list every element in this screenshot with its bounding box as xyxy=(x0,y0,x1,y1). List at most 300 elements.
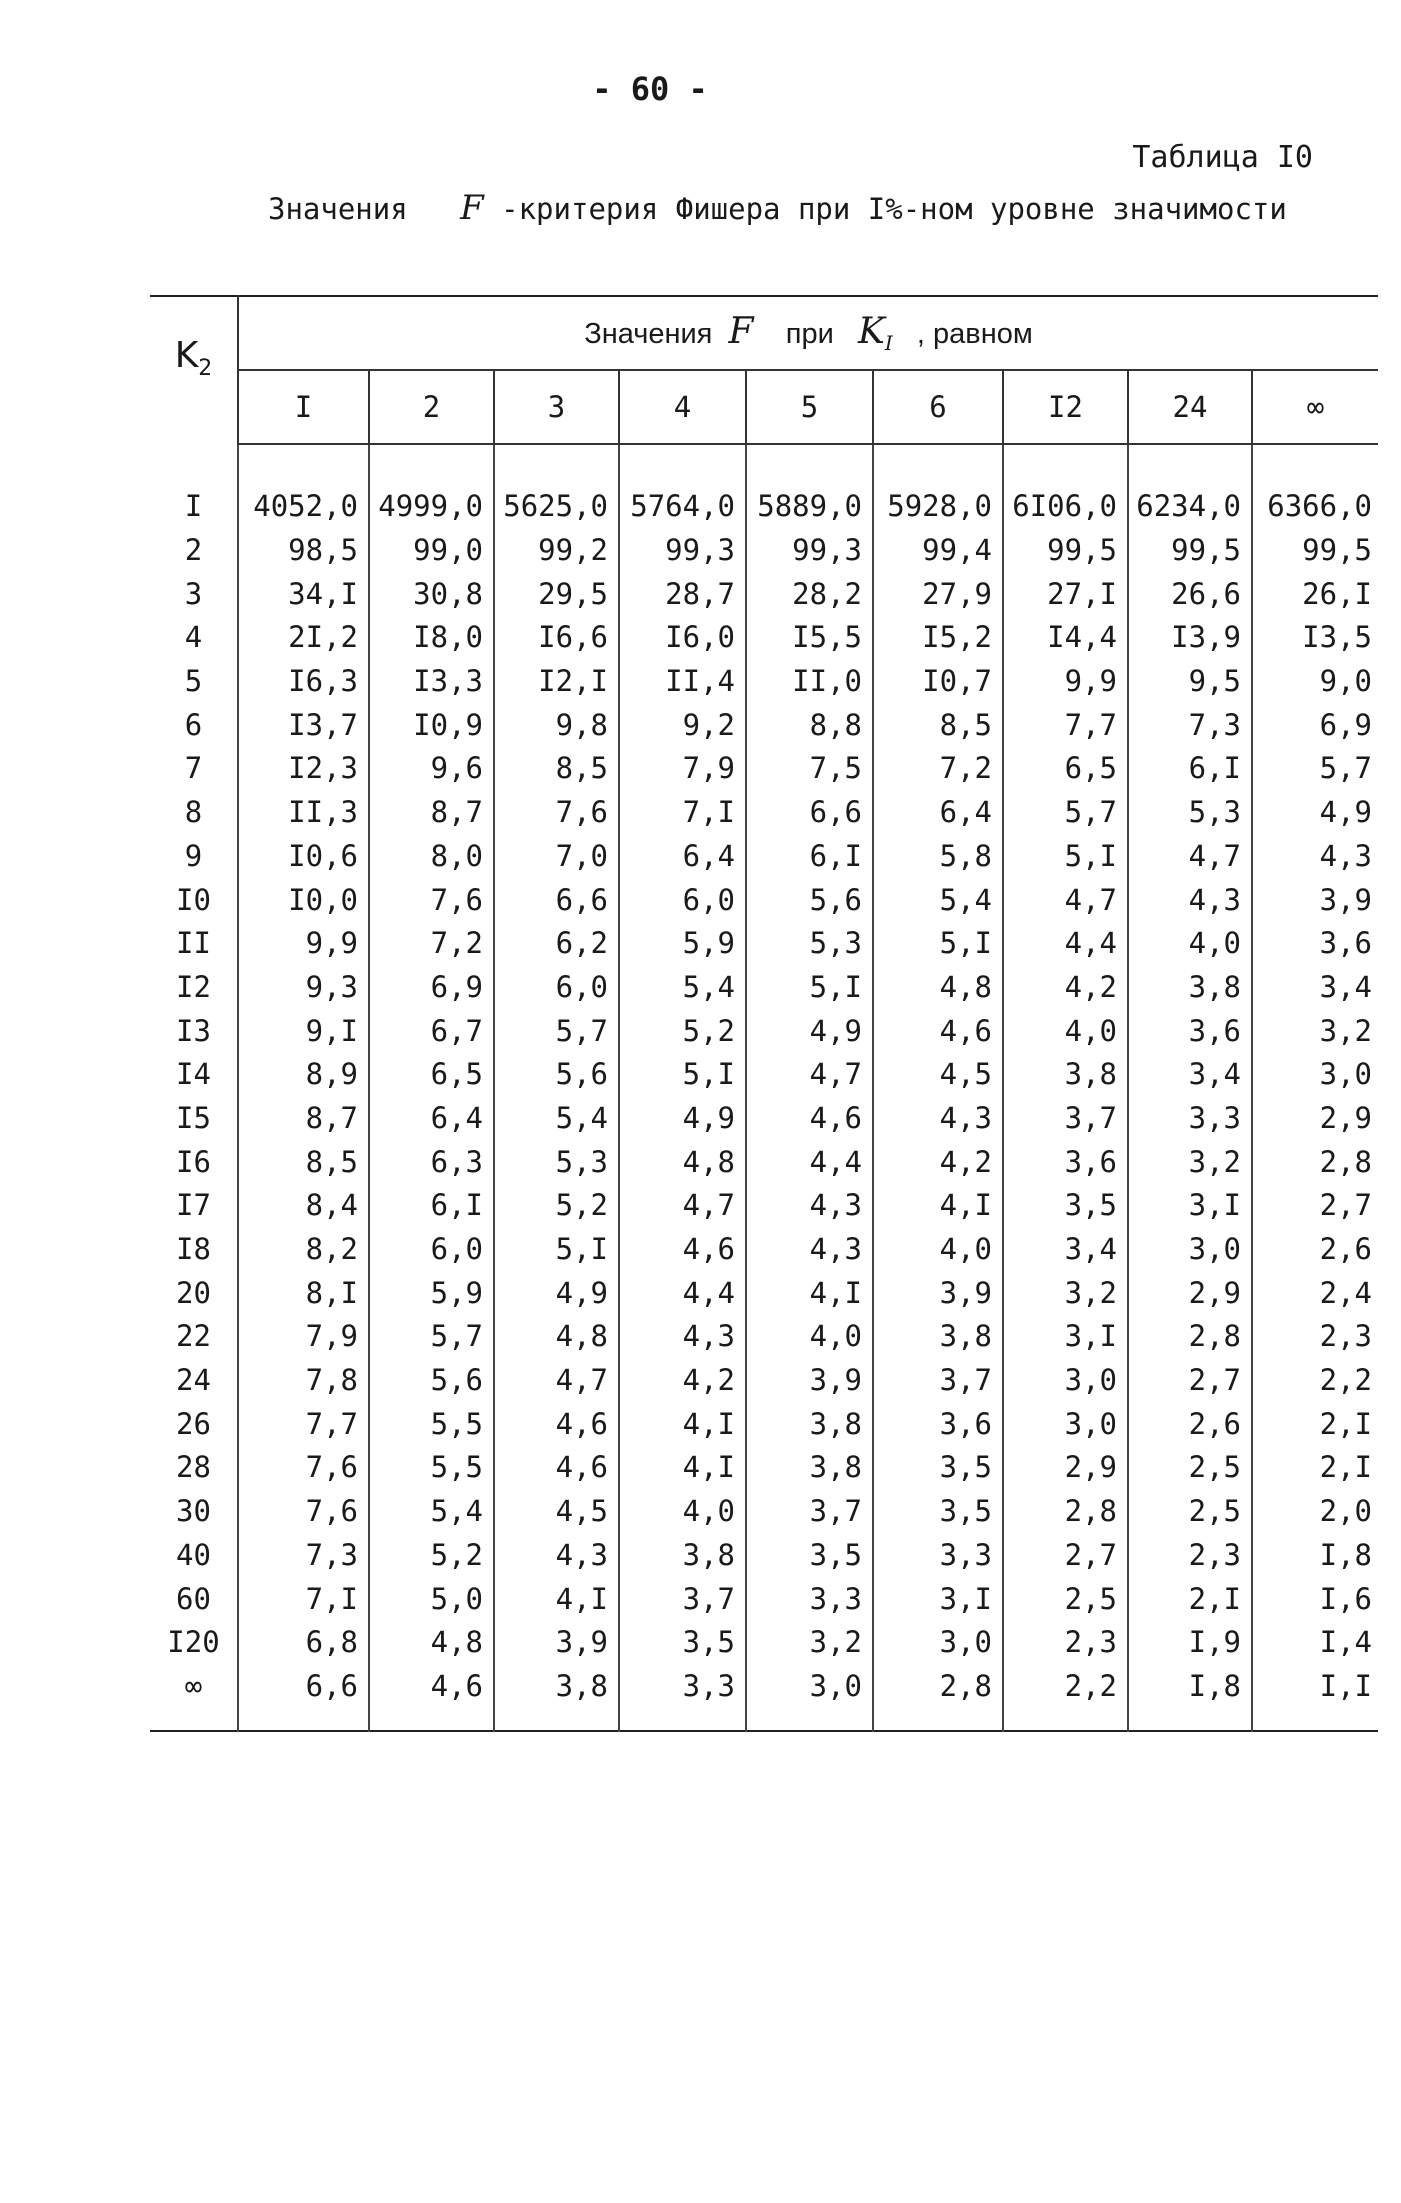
table-cell: 4,7 xyxy=(1128,835,1252,879)
table-row xyxy=(150,660,1378,704)
row-label-k2: 3 xyxy=(150,572,238,616)
table-cell: 8,5 xyxy=(494,747,619,791)
table-cell: 3,9 xyxy=(1319,882,1372,917)
column-header: ∞ xyxy=(1252,370,1378,444)
table-cell: 4,9 xyxy=(746,1009,873,1053)
table-cell: 5,4 xyxy=(873,878,1003,922)
table-cell: 6,3 xyxy=(369,1140,494,1184)
table-cell: 3,8 xyxy=(746,1402,873,1446)
table-cell: 2,8 xyxy=(873,1665,1003,1732)
table-cell: I3,7 xyxy=(238,703,369,747)
table-cell: I0,7 xyxy=(873,660,1003,704)
table-cell: 3,6 xyxy=(1319,926,1372,961)
page-number: - 60 - xyxy=(592,70,708,108)
table-cell: 3,3 xyxy=(873,1534,1003,1578)
table-cell: 3,8 xyxy=(746,1446,873,1490)
table-cell: 5,I xyxy=(873,922,1003,966)
table-cell: 5,5 xyxy=(369,1402,494,1446)
table-cell: 4,9 xyxy=(619,1097,746,1141)
table-cell: 3,6 xyxy=(873,1402,1003,1446)
table-cell: 6,8 xyxy=(238,1621,369,1665)
table-cell: 4,4 xyxy=(1003,922,1128,966)
table-row xyxy=(150,1446,1378,1490)
table-cell: 4,0 xyxy=(873,1228,1003,1272)
table-cell: 6,5 xyxy=(369,1053,494,1097)
table-cell: 3,3 xyxy=(1128,1097,1252,1141)
table-cell: 3,4 xyxy=(1003,1228,1128,1272)
table-cell: 7,7 xyxy=(1003,703,1128,747)
table-cell: 2,7 xyxy=(1319,1188,1372,1223)
row-label-k2: 30 xyxy=(150,1490,238,1534)
table-cell: 2,4 xyxy=(1319,1275,1372,1310)
table-cell: 5,6 xyxy=(369,1359,494,1403)
table-cell: I,4 xyxy=(1319,1625,1372,1660)
table-cell: I8,0 xyxy=(369,616,494,660)
table-row xyxy=(150,485,1378,529)
table-cell: 6,0 xyxy=(619,878,746,922)
table-row xyxy=(150,1271,1378,1315)
table-cell: 3,5 xyxy=(746,1534,873,1578)
table-cell: 4,6 xyxy=(369,1665,494,1732)
table-cell: 6,4 xyxy=(369,1097,494,1141)
table-cell: 3,2 xyxy=(1319,1013,1372,1048)
table-cell: 7,3 xyxy=(238,1534,369,1578)
row-label-k2: 20 xyxy=(150,1271,238,1315)
table-cell: 34,I xyxy=(238,572,369,616)
table-cell: 6234,0 xyxy=(1128,485,1252,529)
table-cell: 7,5 xyxy=(746,747,873,791)
row-label-k2: ∞ xyxy=(150,1665,238,1732)
table-row xyxy=(150,1140,1378,1184)
table-row xyxy=(150,1228,1378,1272)
table-cell: 8,7 xyxy=(369,791,494,835)
table-cell: 6,6 xyxy=(238,1665,369,1732)
table-cell: 5,6 xyxy=(746,878,873,922)
row-label-k2: 5 xyxy=(150,660,238,704)
table-cell: 3,0 xyxy=(1003,1402,1128,1446)
group-header: Значения F при $K_I$ , равном xyxy=(584,311,1033,355)
f-criterion-table xyxy=(150,295,1378,1732)
table-cell: 4,3 xyxy=(494,1534,619,1578)
table-cell: 4,8 xyxy=(369,1621,494,1665)
table-cell: 4,5 xyxy=(494,1490,619,1534)
row-header-k2: $K_2$ xyxy=(150,296,238,444)
table-cell: 4,8 xyxy=(873,966,1003,1010)
row-label-k2: I6 xyxy=(150,1140,238,1184)
table-cell: 5,2 xyxy=(619,1009,746,1053)
table-cell: 3,6 xyxy=(1128,1009,1252,1053)
table-cell: 7,6 xyxy=(238,1490,369,1534)
table-cell: 4,6 xyxy=(494,1402,619,1446)
table-cell: 9,3 xyxy=(238,966,369,1010)
table-cell: I2,I xyxy=(494,660,619,704)
table-row xyxy=(150,616,1378,660)
table-row xyxy=(150,1577,1378,1621)
table-cell: 6,I xyxy=(369,1184,494,1228)
table-cell: 3,8 xyxy=(873,1315,1003,1359)
row-label-k2: 40 xyxy=(150,1534,238,1578)
table-cell: 8,8 xyxy=(746,703,873,747)
table-cell: 6,I xyxy=(1128,747,1252,791)
table-cell: 4,0 xyxy=(619,1490,746,1534)
column-header: 4 xyxy=(619,370,746,444)
table-cell: II,3 xyxy=(238,791,369,835)
row-label-k2: I2 xyxy=(150,966,238,1010)
row-label-k2: 28 xyxy=(150,1446,238,1490)
table-cell: 5,3 xyxy=(494,1140,619,1184)
table-cell: 2,9 xyxy=(1128,1271,1252,1315)
table-cell: 4,I xyxy=(494,1577,619,1621)
table-cell: 6,0 xyxy=(369,1228,494,1272)
table-cell: 2,9 xyxy=(1319,1100,1372,1135)
table-cell: 3,4 xyxy=(1128,1053,1252,1097)
row-label-k2: 26 xyxy=(150,1402,238,1446)
table-cell: 4,6 xyxy=(873,1009,1003,1053)
table-cell: 2I,2 xyxy=(238,616,369,660)
table-cell: 26,6 xyxy=(1128,572,1252,616)
table-cell: 4,5 xyxy=(873,1053,1003,1097)
table-cell: 7,2 xyxy=(873,747,1003,791)
table-row xyxy=(150,966,1378,1010)
table-row xyxy=(150,747,1378,791)
table-cell: 9,0 xyxy=(1319,664,1372,699)
table-cell: 3,2 xyxy=(746,1621,873,1665)
table-cell: 5,0 xyxy=(369,1577,494,1621)
caption-prefix: Значения xyxy=(268,192,408,226)
table-cell: 7,2 xyxy=(369,922,494,966)
table-cell: 3,0 xyxy=(1003,1359,1128,1403)
table-label: Таблица I0 xyxy=(1132,140,1313,175)
table-cell: 5,I xyxy=(494,1228,619,1272)
table-cell: 99,4 xyxy=(873,529,1003,573)
table-cell: II,0 xyxy=(746,660,873,704)
table-cell: 2,I xyxy=(1128,1577,1252,1621)
table-cell: I5,5 xyxy=(746,616,873,660)
table-cell: I,9 xyxy=(1128,1621,1252,1665)
table-cell: 4,0 xyxy=(746,1315,873,1359)
table-cell: 7,6 xyxy=(494,791,619,835)
table-cell: 4,I xyxy=(619,1446,746,1490)
table-cell: 6,9 xyxy=(1319,707,1372,742)
row-label-k2: I8 xyxy=(150,1228,238,1272)
table-cell: 4,3 xyxy=(619,1315,746,1359)
table-cell: 9,9 xyxy=(238,922,369,966)
table-cell: I0,0 xyxy=(238,878,369,922)
table-cell: 6,9 xyxy=(369,966,494,1010)
table-cell: 3,0 xyxy=(746,1665,873,1732)
column-header: 2 xyxy=(369,370,494,444)
table-cell: 2,2 xyxy=(1003,1665,1128,1732)
table-caption xyxy=(268,188,1328,228)
table-cell: 5,3 xyxy=(1128,791,1252,835)
table-cell: 3,0 xyxy=(873,1621,1003,1665)
row-label-k2: 6 xyxy=(150,703,238,747)
row-label-k2: I7 xyxy=(150,1184,238,1228)
table-cell: 8,7 xyxy=(238,1097,369,1141)
table-row xyxy=(150,791,1378,835)
table-cell: 2,6 xyxy=(1319,1232,1372,1267)
table-cell: 4,I xyxy=(746,1271,873,1315)
table-cell: 7,I xyxy=(238,1577,369,1621)
table-cell: 4052,0 xyxy=(238,485,369,529)
table-cell: 5889,0 xyxy=(746,485,873,529)
table-cell: 4,2 xyxy=(873,1140,1003,1184)
table-cell: 8,9 xyxy=(238,1053,369,1097)
column-header: 24 xyxy=(1128,370,1252,444)
table-cell: I2,3 xyxy=(238,747,369,791)
table-cell: 5764,0 xyxy=(619,485,746,529)
table-cell: 5,5 xyxy=(369,1446,494,1490)
table-cell: 5,4 xyxy=(619,966,746,1010)
row-label-k2: I3 xyxy=(150,1009,238,1053)
table-row xyxy=(150,1184,1378,1228)
table-cell: 9,9 xyxy=(1003,660,1128,704)
table-cell: 99,5 xyxy=(1003,529,1128,573)
table-cell: 4,0 xyxy=(1128,922,1252,966)
column-header: I xyxy=(238,370,369,444)
table-cell: I6,3 xyxy=(238,660,369,704)
table-row xyxy=(150,1097,1378,1141)
table-cell: I4,4 xyxy=(1003,616,1128,660)
table-cell: 4,I xyxy=(619,1402,746,1446)
table-cell: 2,5 xyxy=(1128,1446,1252,1490)
table-cell: 99,3 xyxy=(746,529,873,573)
table-cell: 5,4 xyxy=(494,1097,619,1141)
table-cell: 5,8 xyxy=(873,835,1003,879)
table-cell: 4,3 xyxy=(1128,878,1252,922)
table-cell: 2,3 xyxy=(1319,1319,1372,1354)
column-header: I2 xyxy=(1003,370,1128,444)
table-cell: 4,7 xyxy=(1003,878,1128,922)
table-row xyxy=(150,1315,1378,1359)
table-cell: 3,2 xyxy=(1128,1140,1252,1184)
table-cell: 4,0 xyxy=(1003,1009,1128,1053)
table-cell: 3,5 xyxy=(873,1490,1003,1534)
table-row xyxy=(150,572,1378,616)
table-cell: 8,2 xyxy=(238,1228,369,1272)
table-cell: 7,9 xyxy=(238,1315,369,1359)
table-cell: 3,I xyxy=(1128,1184,1252,1228)
table-cell: 7,7 xyxy=(238,1402,369,1446)
table-cell: 4,9 xyxy=(1319,795,1372,830)
table-cell: 2,7 xyxy=(1003,1534,1128,1578)
table-cell: 4,I xyxy=(873,1184,1003,1228)
row-label-k2: 2 xyxy=(150,529,238,573)
table-row xyxy=(150,1053,1378,1097)
row-label-k2: 22 xyxy=(150,1315,238,1359)
table-cell: 28,2 xyxy=(746,572,873,616)
table-cell: 3,7 xyxy=(1003,1097,1128,1141)
table-cell: 4,6 xyxy=(494,1446,619,1490)
table-cell: 98,5 xyxy=(238,529,369,573)
table-cell: 6,0 xyxy=(494,966,619,1010)
table-cell: 5,2 xyxy=(494,1184,619,1228)
row-label-k2: 8 xyxy=(150,791,238,835)
table-cell: I0,6 xyxy=(238,835,369,879)
table-cell: 2,9 xyxy=(1003,1446,1128,1490)
table-cell: 99,0 xyxy=(369,529,494,573)
table-cell: 8,I xyxy=(238,1271,369,1315)
table-row xyxy=(150,1009,1378,1053)
table-cell: 5,I xyxy=(746,966,873,1010)
table-cell: 7,3 xyxy=(1128,703,1252,747)
table-cell: 4,6 xyxy=(619,1228,746,1272)
table-cell: 2,8 xyxy=(1003,1490,1128,1534)
table-row xyxy=(150,529,1378,573)
table-row xyxy=(150,1359,1378,1403)
table-cell: 2,I xyxy=(1319,1406,1372,1441)
table-cell: 5,I xyxy=(1003,835,1128,879)
table-cell: 4,7 xyxy=(619,1184,746,1228)
table-cell: 2,3 xyxy=(1128,1534,1252,1578)
table-cell: 5,9 xyxy=(619,922,746,966)
table-cell: I6,0 xyxy=(619,616,746,660)
table-cell: 3,3 xyxy=(746,1577,873,1621)
table-cell: 3,3 xyxy=(619,1665,746,1732)
table-cell: II,4 xyxy=(619,660,746,704)
caption-suffix: -критерия Фишера при I%-ном уровне значимости xyxy=(501,192,1287,226)
table-cell: 4,4 xyxy=(746,1140,873,1184)
table-cell: 3,8 xyxy=(619,1534,746,1578)
table-cell: 6I06,0 xyxy=(1003,485,1128,529)
table-cell: 7,8 xyxy=(238,1359,369,1403)
table-cell: 3,I xyxy=(1003,1315,1128,1359)
table-cell: 5928,0 xyxy=(873,485,1003,529)
row-label-k2: I20 xyxy=(150,1621,238,1665)
row-label-k2: I5 xyxy=(150,1097,238,1141)
table-row xyxy=(150,1534,1378,1578)
table-cell: 4,2 xyxy=(619,1359,746,1403)
table-row xyxy=(150,1402,1378,1446)
table-cell: 7,6 xyxy=(238,1446,369,1490)
table-cell: I,8 xyxy=(1319,1537,1372,1572)
table-cell: 8,5 xyxy=(238,1140,369,1184)
table-cell: 7,0 xyxy=(494,835,619,879)
table-cell: 4,8 xyxy=(619,1140,746,1184)
row-label-k2: 4 xyxy=(150,616,238,660)
table-cell: 3,5 xyxy=(619,1621,746,1665)
table-cell: 6366,0 xyxy=(1267,489,1372,524)
table-cell: 8,5 xyxy=(873,703,1003,747)
table-cell: 6,2 xyxy=(494,922,619,966)
table-cell: I,6 xyxy=(1319,1581,1372,1616)
table-cell: 5,4 xyxy=(369,1490,494,1534)
table-cell: 5,7 xyxy=(494,1009,619,1053)
column-header: 5 xyxy=(746,370,873,444)
table-row xyxy=(150,835,1378,879)
table-cell: 9,2 xyxy=(619,703,746,747)
table-cell: 3,2 xyxy=(1003,1271,1128,1315)
row-label-k2: 60 xyxy=(150,1577,238,1621)
table-cell: I,I xyxy=(1319,1668,1372,1703)
table-cell: 29,5 xyxy=(494,572,619,616)
table-cell: I6,6 xyxy=(494,616,619,660)
table-cell: 3,5 xyxy=(873,1446,1003,1490)
table-cell: I0,9 xyxy=(369,703,494,747)
table-cell: 2,5 xyxy=(1128,1490,1252,1534)
table-cell: 27,I xyxy=(1003,572,1128,616)
table-cell: 99,5 xyxy=(1302,533,1372,568)
table-cell: 2,8 xyxy=(1319,1144,1372,1179)
table-cell: 4,3 xyxy=(746,1228,873,1272)
caption-symbol: F xyxy=(460,188,484,228)
table-cell: 5625,0 xyxy=(494,485,619,529)
table-cell: 6,I xyxy=(746,835,873,879)
row-label-k2: I4 xyxy=(150,1053,238,1097)
table-cell: 8,0 xyxy=(369,835,494,879)
table-cell: 4,3 xyxy=(746,1184,873,1228)
row-label-k2: 24 xyxy=(150,1359,238,1403)
table-cell: 5,I xyxy=(619,1053,746,1097)
table-cell: 5,7 xyxy=(1319,751,1372,786)
table-cell: I,8 xyxy=(1128,1665,1252,1732)
table-cell: 9,6 xyxy=(369,747,494,791)
table-row xyxy=(150,1490,1378,1534)
table-cell: 4,7 xyxy=(494,1359,619,1403)
table-cell: 4,4 xyxy=(619,1271,746,1315)
table-cell: 28,7 xyxy=(619,572,746,616)
table-cell: 2,0 xyxy=(1319,1494,1372,1529)
table-cell: 5,9 xyxy=(369,1271,494,1315)
table-cell: 6,6 xyxy=(746,791,873,835)
table-cell: 5,2 xyxy=(369,1534,494,1578)
table-cell: 3,7 xyxy=(746,1490,873,1534)
table-cell: 5,7 xyxy=(1003,791,1128,835)
table-cell: 4,6 xyxy=(746,1097,873,1141)
table-cell: 30,8 xyxy=(369,572,494,616)
table-cell: 3,0 xyxy=(1128,1228,1252,1272)
table-cell: 7,I xyxy=(619,791,746,835)
table-cell: 4,3 xyxy=(873,1097,1003,1141)
table-cell: 4,2 xyxy=(1003,966,1128,1010)
row-label-k2: 7 xyxy=(150,747,238,791)
table-cell: 2,5 xyxy=(1003,1577,1128,1621)
table-cell: 2,2 xyxy=(1319,1363,1372,1398)
table-cell: 26,I xyxy=(1302,576,1372,611)
table-row xyxy=(150,1665,1378,1732)
column-header: 3 xyxy=(494,370,619,444)
table-cell: 9,I xyxy=(238,1009,369,1053)
table-cell: 2,8 xyxy=(1128,1315,1252,1359)
table-cell: 27,9 xyxy=(873,572,1003,616)
table-cell: 3,0 xyxy=(1319,1057,1372,1092)
table-cell: 6,4 xyxy=(873,791,1003,835)
row-label-k2: I0 xyxy=(150,878,238,922)
table-cell: 4,8 xyxy=(494,1315,619,1359)
table-cell: I3,9 xyxy=(1128,616,1252,660)
table-cell: 6,7 xyxy=(369,1009,494,1053)
row-label-k2: I xyxy=(150,485,238,529)
table-cell: 2,3 xyxy=(1003,1621,1128,1665)
table-row xyxy=(150,922,1378,966)
table-cell: 3,8 xyxy=(494,1665,619,1732)
table-cell: 3,8 xyxy=(1128,966,1252,1010)
table-row xyxy=(150,703,1378,747)
table-cell: 3,4 xyxy=(1319,969,1372,1004)
table-cell: 3,5 xyxy=(1003,1184,1128,1228)
table-cell: 4999,0 xyxy=(369,485,494,529)
table-cell: 7,6 xyxy=(369,878,494,922)
column-header: 6 xyxy=(873,370,1003,444)
table-cell: 4,9 xyxy=(494,1271,619,1315)
table-cell: 5,6 xyxy=(494,1053,619,1097)
table-cell: 5,7 xyxy=(369,1315,494,1359)
table-row xyxy=(150,1621,1378,1665)
table-cell: 99,5 xyxy=(1128,529,1252,573)
table-cell: 99,2 xyxy=(494,529,619,573)
table-cell: 3,9 xyxy=(494,1621,619,1665)
table-cell: 3,9 xyxy=(746,1359,873,1403)
